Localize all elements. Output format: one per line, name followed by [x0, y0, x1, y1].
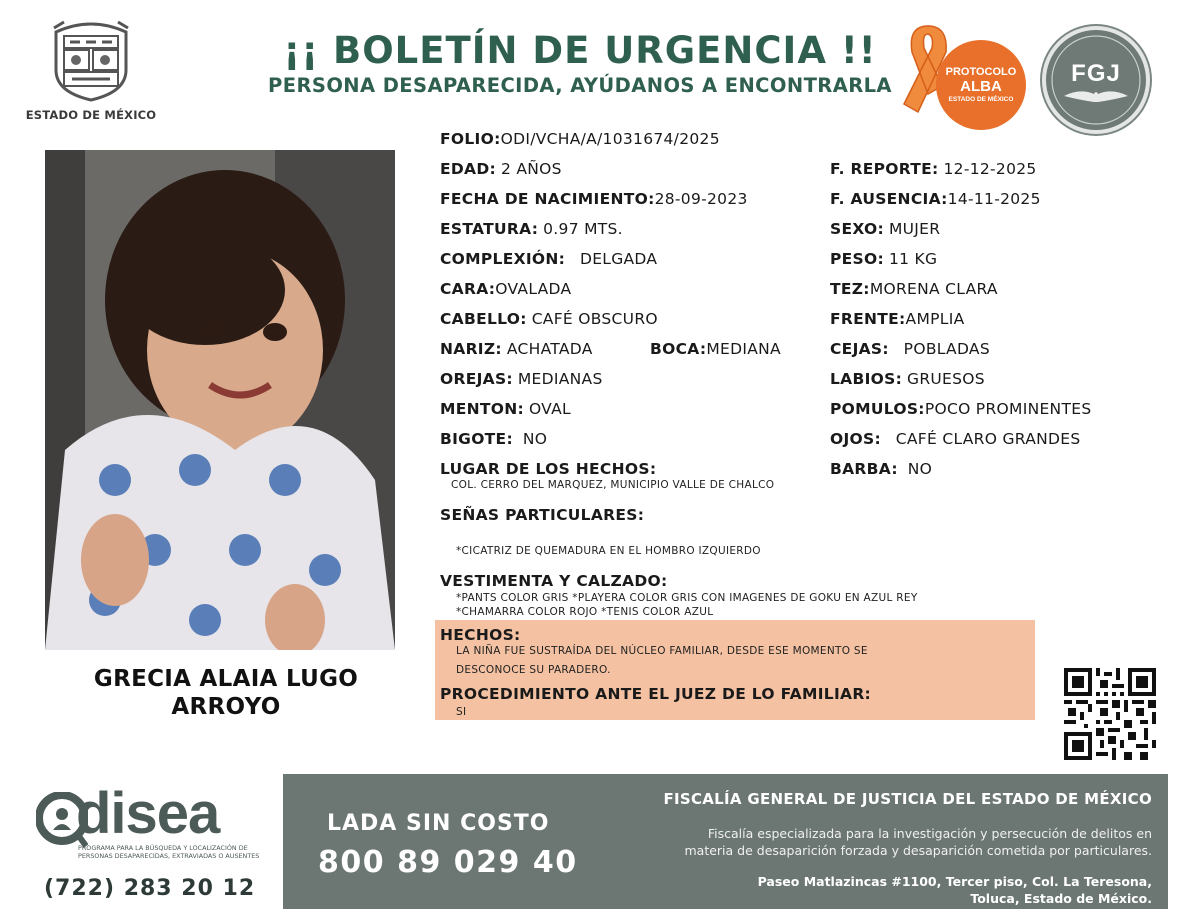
fiscalia-desc-line-2: materia de desaparición forzada y desaparición cometida por particulares.	[684, 843, 1152, 858]
alba-line3: ESTADO DE MÉXICO	[948, 96, 1014, 103]
field-label: POMULOS:	[830, 400, 925, 418]
lada-phone-number: 800 89 029 40	[318, 845, 578, 880]
field-value: POCO PROMINENTES	[924, 400, 1092, 418]
field-label: EDAD:	[440, 160, 497, 178]
field-cabello	[440, 310, 658, 328]
field-value: POBLADAS	[903, 340, 990, 358]
field-value: 11 KG	[888, 250, 938, 268]
estado-de-mexico-logo	[22, 18, 160, 122]
field-fecha-reporte	[830, 160, 1037, 178]
procedimiento-value: SI	[456, 706, 467, 718]
senas-particulares-value: *CICATRIZ DE QUEMADURA EN EL HOMBRO IZQUIERDO	[456, 545, 761, 557]
missing-person-photo	[45, 150, 395, 650]
field-barba	[830, 460, 932, 478]
field-value: OVAL	[528, 400, 571, 418]
field-peso	[830, 250, 937, 268]
field-value: MUJER	[888, 220, 941, 238]
field-label: OJOS:	[830, 430, 881, 448]
field-value: ACHATADA	[506, 340, 593, 358]
fiscalia-description	[585, 825, 1152, 859]
field-edad	[440, 160, 562, 178]
vestimenta-label: VESTIMENTA Y CALZADO:	[440, 572, 668, 590]
field-label: MENTON:	[440, 400, 525, 418]
field-label: CABELLO:	[440, 310, 527, 328]
field-menton	[440, 400, 571, 418]
odisea-description: PROGRAMA PARA LA BÚSQUEDA Y LOCALIZACIÓN DE PERSONAS DESAPARECIDAS, EXTRAVIADAS O AUSENTES	[78, 844, 260, 860]
field-value: 28-09-2023	[654, 190, 748, 208]
field-boca	[650, 340, 781, 358]
lada-sin-costo-label: LADA SIN COSTO	[327, 811, 550, 836]
fiscalia-desc-line-1: Fiscalía especializada para la investigación y persecución de delitos en	[707, 826, 1152, 841]
field-cara	[440, 280, 571, 298]
field-label: FECHA DE NACIMIENTO:	[440, 190, 655, 208]
odisea-phone: (722) 283 20 12	[44, 876, 256, 901]
lugar-hechos-label: LUGAR DE LOS HECHOS:	[440, 460, 657, 478]
field-value: GRUESOS	[907, 370, 985, 388]
name-line-1: GRECIA ALAIA LUGO	[93, 666, 359, 692]
field-label: SEXO:	[830, 220, 885, 238]
vestimenta-line-2: *CHAMARRA COLOR ROJO *TENIS COLOR AZUL	[456, 606, 714, 618]
field-orejas	[440, 370, 603, 388]
field-value: NO	[907, 460, 933, 478]
photo-illustration	[45, 150, 395, 650]
field-label: COMPLEXIÓN:	[440, 250, 566, 268]
field-value: MEDIANAS	[517, 370, 603, 388]
senas-particulares-label: SEÑAS PARTICULARES:	[440, 506, 645, 524]
fgj-seal	[1042, 26, 1150, 134]
field-value: MORENA CLARA	[869, 280, 998, 298]
field-label: PESO:	[830, 250, 884, 268]
field-label: CARA:	[440, 280, 496, 298]
field-estatura	[440, 220, 623, 238]
field-label: BARBA:	[830, 460, 898, 478]
bulletin-title: ¡¡ BOLETÍN DE URGENCIA !!	[283, 29, 877, 72]
field-value: DELGADA	[579, 250, 658, 268]
odisea-wordmark: disea	[76, 781, 220, 846]
coat-of-arms-icon	[50, 18, 132, 102]
field-label: TEZ:	[830, 280, 870, 298]
field-label: ESTATURA:	[440, 220, 539, 238]
field-pomulos	[830, 400, 1091, 418]
lugar-hechos-value: COL. CERRO DEL MARQUEZ, MUNICIPIO VALLE DE CHALCO	[451, 479, 775, 491]
field-value: CAFÉ OBSCURO	[531, 310, 658, 328]
fiscalia-title: FISCALÍA GENERAL DE JUSTICIA DEL ESTADO DE MÉXICO	[663, 790, 1152, 808]
field-label: FOLIO:	[440, 130, 501, 148]
field-bigote	[440, 430, 547, 448]
missing-person-name	[45, 665, 407, 721]
hechos-line-1: LA NIÑA FUE SUSTRAÍDA DEL NÚCLEO FAMILIAR, DESDE ESE MOMENTO SE	[456, 645, 868, 657]
field-nariz	[440, 340, 593, 358]
field-value: 12-12-2025	[943, 160, 1037, 178]
field-label: F. AUSENCIA:	[830, 190, 948, 208]
field-ojos	[830, 430, 1080, 448]
field-label: NARIZ:	[440, 340, 502, 358]
field-fecha-ausencia	[830, 190, 1041, 208]
field-complexion	[440, 250, 657, 268]
field-cejas	[830, 340, 990, 358]
field-label: BOCA:	[650, 340, 707, 358]
name-line-2: ARROYO	[171, 694, 281, 720]
estado-de-mexico-label: ESTADO DE MÉXICO	[25, 108, 157, 122]
hechos-line-2: DESCONOCE SU PARADERO.	[456, 664, 611, 676]
field-label: OREJAS:	[440, 370, 513, 388]
protocolo-alba-logo	[898, 22, 1030, 132]
field-value: 2 AÑOS	[500, 160, 562, 178]
field-value: ODI/VCHA/A/1031674/2025	[500, 130, 720, 148]
field-sexo	[830, 220, 940, 238]
field-label: FRENTE:	[830, 310, 906, 328]
field-label: CEJAS:	[830, 340, 889, 358]
alba-line1: PROTOCOLO	[945, 66, 1017, 78]
bulletin-subtitle: PERSONA DESAPARECIDA, AYÚDANOS A ENCONTRARLA	[268, 74, 892, 97]
field-label: LABIOS:	[830, 370, 903, 388]
field-value: MEDIANA	[706, 340, 781, 358]
field-value: 0.97 MTS.	[543, 220, 623, 238]
alba-text	[936, 66, 1026, 104]
fgj-seal-text: FGJ	[1071, 60, 1121, 87]
field-value: CAFÉ CLARO GRANDES	[895, 430, 1081, 448]
field-frente	[830, 310, 964, 328]
field-tez	[830, 280, 998, 298]
address-line-2: Toluca, Estado de México.	[970, 891, 1152, 906]
field-fecha-nacimiento	[440, 190, 748, 208]
fiscalia-address	[585, 873, 1152, 907]
procedimiento-label: PROCEDIMIENTO ANTE EL JUEZ DE LO FAMILIAR:	[440, 685, 872, 703]
field-labios	[830, 370, 985, 388]
field-value: OVALADA	[495, 280, 572, 298]
address-line-1: Paseo Matlazincas #1100, Tercer piso, Col. La Teresona,	[757, 874, 1152, 889]
odisea-logo	[36, 781, 276, 868]
vestimenta-line-1: *PANTS COLOR GRIS *PLAYERA COLOR GRIS CON IMAGENES DE GOKU EN AZUL REY	[456, 592, 918, 604]
qr-code	[1064, 668, 1156, 760]
hechos-label: HECHOS:	[440, 626, 521, 644]
field-value: NO	[522, 430, 548, 448]
field-label: F. REPORTE:	[830, 160, 939, 178]
field-label: BIGOTE:	[440, 430, 513, 448]
bulletin-title-block	[250, 30, 910, 97]
seal-wings-icon	[1046, 30, 1146, 130]
field-folio	[440, 130, 720, 148]
field-value: 14-11-2025	[947, 190, 1041, 208]
alba-line2: ALBA	[960, 78, 1002, 95]
field-value: AMPLIA	[905, 310, 965, 328]
